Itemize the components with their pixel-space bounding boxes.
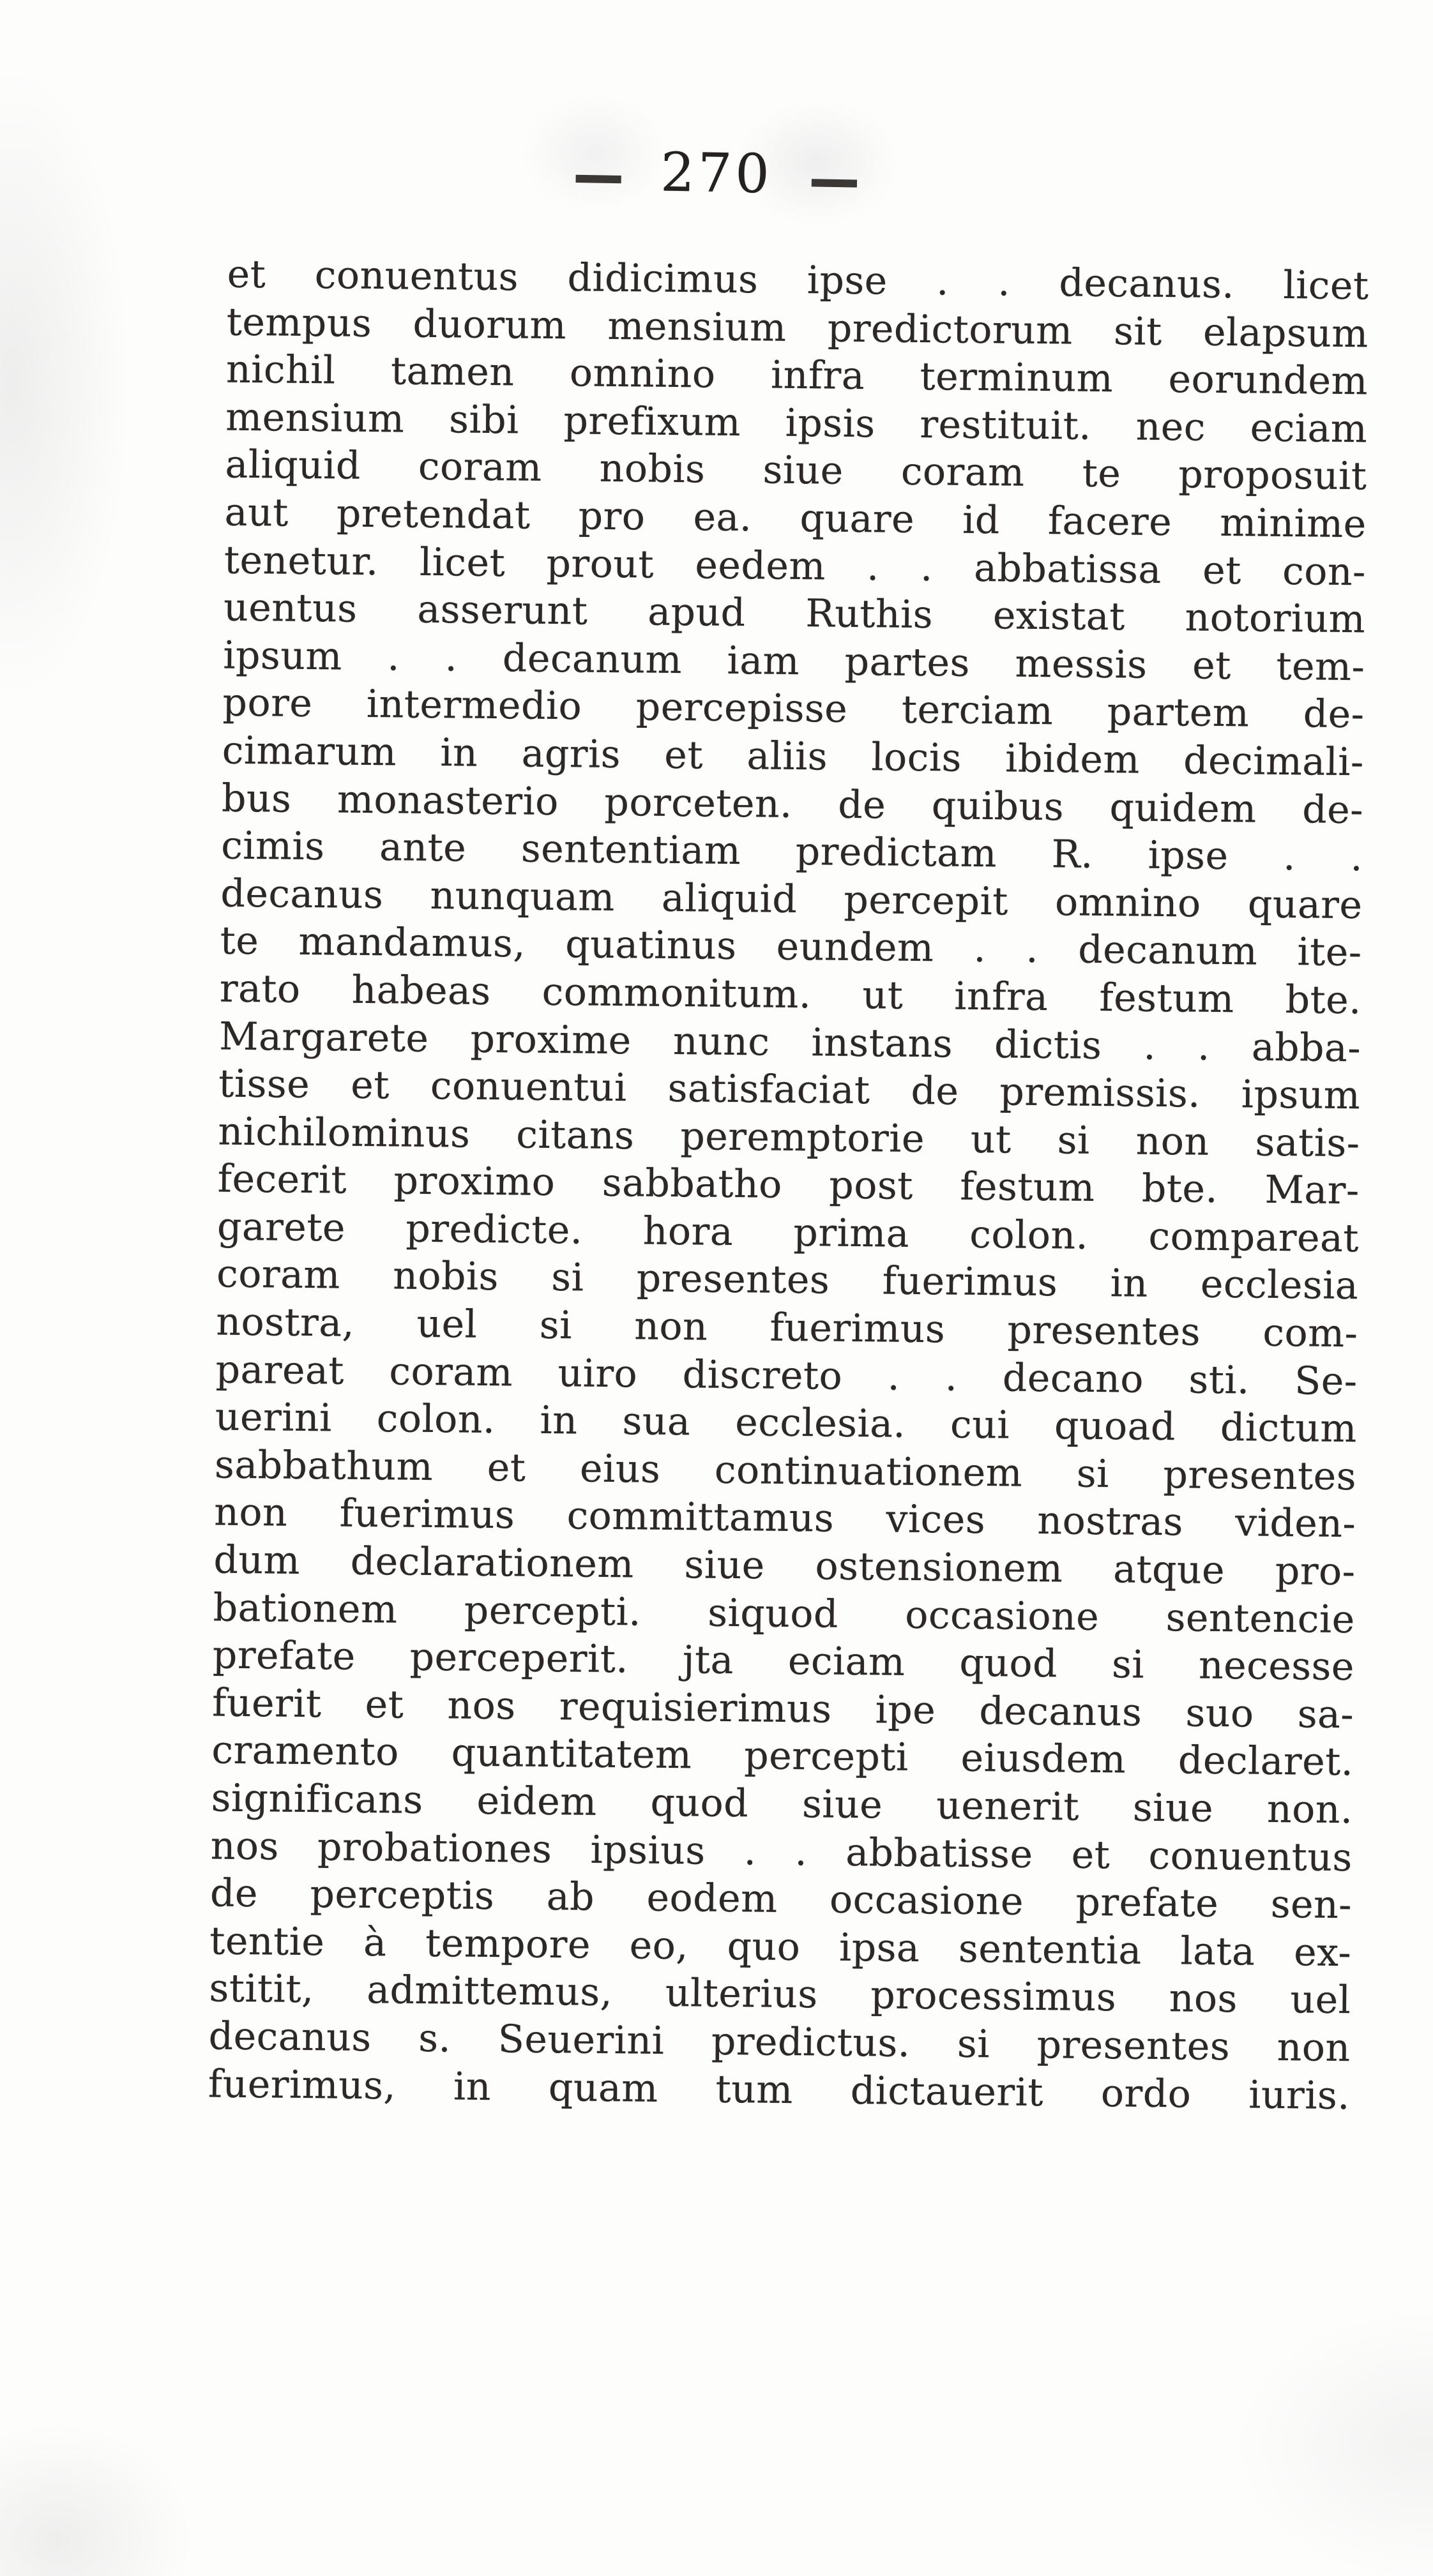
text-line: pareat coram uiro discreto . . decano sti. Se- — [215, 1347, 1358, 1404]
text-line: fuerit et nos requisierimus ipe decanus suo sa- — [211, 1680, 1354, 1738]
text-line: pore intermedio percepisse terciam partem de- — [222, 680, 1365, 737]
page-text — [208, 251, 1369, 2120]
text-line: bationem percepti. siquod occasione sentencie — [213, 1585, 1356, 1642]
text-line: cramento quantitatem percepti eiusdem declaret. — [211, 1728, 1354, 1785]
text-line: sabbathum et eius continuationem si presentes — [214, 1442, 1357, 1500]
text-line: tentie à tempore eo, quo ipsa sententia lata ex- — [209, 1918, 1352, 1975]
text-line: prefate perceperit. jta eciam quod si necesse — [212, 1632, 1355, 1690]
text-line: bus monasterio porceten. de quibus quidem de- — [221, 776, 1364, 832]
text-line: fuerimus, in quam tum dictauerit ordo iuris. — [208, 2061, 1351, 2118]
text-line: nos probationes ipsius . . abbatisse et conuentus — [210, 1823, 1353, 1880]
text-line: uerini colon. in sua ecclesia. cui quoad dictum — [215, 1394, 1358, 1452]
text-line: rato habeas commonitum. ut infra festum bte. — [219, 966, 1362, 1023]
text-line: aut pretendat pro ea. quare id facere minime — [224, 490, 1367, 547]
text-line: de perceptis ab eodem occasione prefate sen- — [209, 1871, 1353, 1928]
text-line: tempus duorum mensium predictorum sit elapsum — [226, 299, 1369, 356]
text-line: nichilominus citans peremptorie ut si non satis- — [218, 1109, 1360, 1166]
header-dash-right: — — [808, 105, 861, 245]
text-line: ipsum . . decanum iam partes messis et tem- — [223, 633, 1365, 690]
text-line: cimis ante sententiam predictam R. ipse . . — [220, 823, 1363, 880]
text-line: decanus nunquam aliquid percepit omnino quare — [220, 871, 1363, 928]
text-line: nichil tamen omnino infra terminum eorundem — [225, 347, 1369, 404]
text-line: tenetur. licet prout eedem . . abbatissa et con- — [224, 538, 1367, 594]
text-line: nostra, uel si non fuerimus presentes com- — [216, 1299, 1358, 1357]
text-line: mensium sibi prefixum ipsis restituit. nec eciam — [225, 395, 1368, 452]
text-line: stitit, admittemus, ulterius processimus nos uel — [209, 1966, 1351, 2023]
page-header — [0, 102, 1433, 245]
text-line: dum declarationem siue ostensionem atque pro- — [213, 1537, 1356, 1595]
text-line: et conuentus didicimus ipse . . decanus. licet — [227, 252, 1369, 309]
text-line: non fuerimus committamus vices nostras viden- — [213, 1489, 1356, 1547]
text-line: uentus asserunt apud Ruthis existat notorium — [223, 585, 1366, 642]
text-line: tisse et conuentui satisfaciat de premissis. ipsum — [218, 1061, 1361, 1119]
text-line: coram nobis si presentes fuerimus in ecclesia — [216, 1252, 1359, 1309]
page-number: 270 — [660, 140, 773, 206]
text-line: decanus s. Seuerini predictus. si presentes non — [208, 2014, 1351, 2071]
text-line: aliquid coram nobis siue coram te proposuit — [225, 442, 1367, 499]
header-dash-left: — — [572, 102, 625, 241]
text-line: fecerit proximo sabbatho post festum bte. Mar- — [217, 1156, 1360, 1214]
text-line: garete predicte. hora prima colon. compareat — [216, 1204, 1360, 1262]
text-line: significans eidem quod siue uenerit siue non. — [211, 1775, 1353, 1833]
text-line: cimarum in agris et aliis locis ibidem decimali- — [222, 728, 1365, 785]
text-line: Margarete proxime nunc instans dictis . . abba- — [218, 1014, 1361, 1071]
text-line: te mandamus, quatinus eundem . . decanum ite- — [220, 918, 1362, 975]
